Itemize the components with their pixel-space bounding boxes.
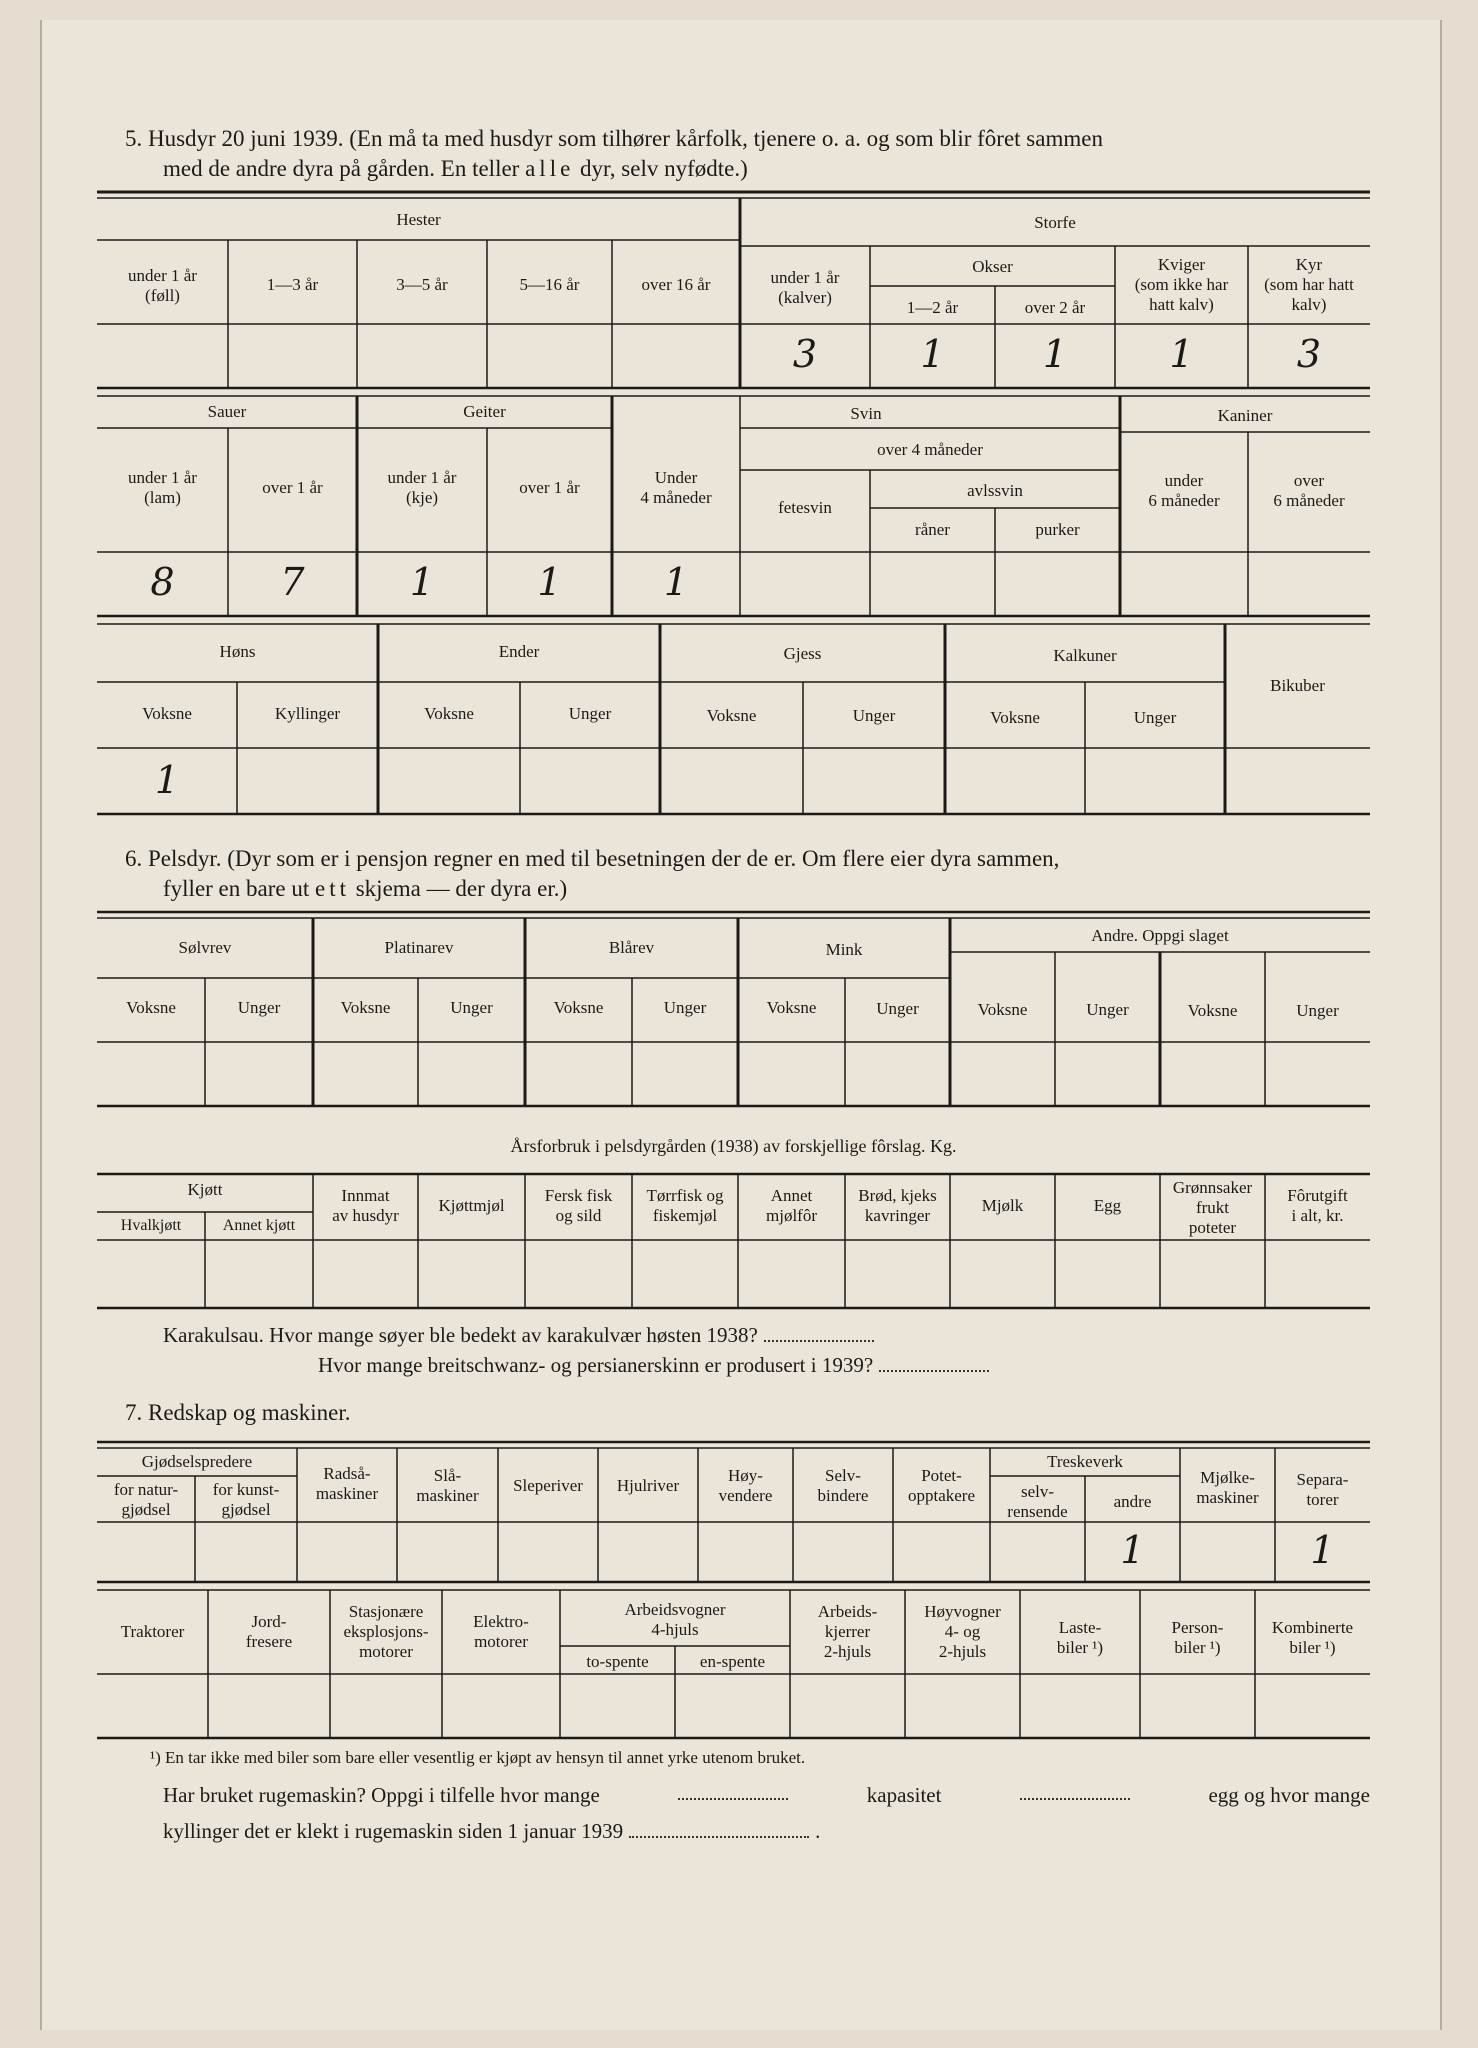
header-geiter: Geiter [463, 402, 506, 421]
col-forutgift: Fôrutgift i alt, kr. [1287, 1186, 1348, 1225]
col-raner: råner [915, 520, 950, 539]
col-selvrensende: selv- rensende [1007, 1482, 1068, 1521]
col-svin-under4: Under 4 måneder [640, 468, 712, 507]
footnote: ¹) En tar ikke med biler som bare eller vesentlig er kjøpt av hensyn til annet yrke utenom bruket. [150, 1748, 806, 1767]
header-gjess: Gjess [783, 644, 822, 663]
col-andre2-unger: Unger [1296, 1001, 1339, 1020]
col-hons-voksne: Voksne [142, 704, 192, 723]
value-okser-1-2[interactable]: 1 [920, 332, 945, 376]
header-bikuber: Bikuber [1270, 676, 1325, 695]
col-potetopptakere: Potet- opptakere [907, 1466, 976, 1505]
col-blarev-voksne: Voksne [553, 998, 604, 1017]
col-lam: under 1 år (lam) [128, 468, 197, 507]
header-gjodselspredere: Gjødselspredere [141, 1452, 253, 1471]
header-platinarev: Platinarev [384, 938, 454, 957]
col-innmat: Innmat av husdyr [332, 1186, 399, 1225]
value-kyr[interactable]: 3 [1296, 332, 1322, 376]
col-annet-mjolfor: Annet mjølfôr [766, 1186, 817, 1225]
header-arbeidsvogner: Arbeidsvogner 4-hjuls [624, 1600, 726, 1639]
col-andre1-unger: Unger [1086, 1000, 1129, 1019]
col-hest-3-5: 3—5 år [396, 275, 448, 294]
col-radsamaskiner: Radså- maskiner [315, 1464, 379, 1503]
value-lam[interactable]: 8 [150, 560, 175, 604]
section-6-heading-line2: fyller en bare ut ett skjema — der dyra er.) [163, 876, 568, 901]
header-blarev: Blårev [608, 938, 655, 957]
col-hest-over16: over 16 år [641, 275, 711, 294]
col-platinarev-unger: Unger [450, 998, 493, 1017]
header-storfe: Storfe [1034, 213, 1076, 232]
col-kalkuner-unger: Unger [1133, 708, 1177, 727]
col-kanin-under6: under 6 måneder [1148, 471, 1220, 510]
col-hest-1-3: 1—3 år [266, 275, 319, 294]
col-kjottmjol: Kjøttmjøl [438, 1196, 505, 1215]
col-annet-kjott: Annet kjøtt [222, 1217, 296, 1234]
rugemaskin-kyllinger: kyllinger det er klekt i rugemaskin siden 1 januar 1939 . [163, 1819, 821, 1843]
value-tresk-andre[interactable]: 1 [1120, 1528, 1145, 1572]
value-kalver[interactable]: 3 [792, 332, 818, 376]
karakul-answer-1[interactable] [764, 1322, 874, 1342]
rugemaskin-antall[interactable] [678, 1780, 788, 1800]
col-kalkuner-voksne: Voksne [990, 708, 1040, 727]
col-hest-5-16: 5—16 år [519, 275, 580, 294]
col-traktorer: Traktorer [120, 1622, 185, 1641]
col-selvbindere: Selv- bindere [817, 1466, 869, 1505]
col-fersk-fisk: Fersk fisk og sild [544, 1186, 613, 1225]
col-lastebiler: Laste- biler ¹) [1056, 1618, 1104, 1657]
col-torrfisk: Tørrfisk og fiskemjøl [646, 1186, 724, 1225]
col-fetesvin: fetesvin [778, 498, 832, 517]
section-5-heading-line1: 5. Husdyr 20 juni 1939. (En må ta med husdyr som tilhører kårfolk, tjenere o. a. og som blir fôret sammen [125, 126, 1103, 151]
col-kje: under 1 år (kje) [387, 468, 457, 507]
col-personbiler: Person- biler ¹) [1171, 1618, 1224, 1657]
col-elektromotorer: Elektro- motorer [473, 1612, 529, 1651]
header-treskeverk: Treskeverk [1047, 1452, 1123, 1471]
header-avlssvin: avlssvin [967, 481, 1023, 500]
col-stasjonaere-motorer: Stasjonære eksplosjons- motorer [343, 1602, 429, 1661]
col-solvrev-voksne: Voksne [126, 998, 176, 1017]
header-kjott: Kjøtt [187, 1180, 223, 1199]
col-hoyvogner: Høyvogner 4- og 2-hjuls [924, 1602, 1001, 1661]
value-kviger[interactable]: 1 [1169, 332, 1194, 376]
col-mjolkemaskiner: Mjølke- maskiner [1196, 1468, 1259, 1507]
col-sleperiver: Sleperiver [513, 1476, 583, 1495]
col-hest-under1: under 1 år (føll) [128, 266, 197, 305]
header-kalkuner: Kalkuner [1053, 646, 1117, 665]
col-blarev-unger: Unger [663, 998, 707, 1017]
value-kje[interactable]: 1 [409, 560, 435, 604]
header-okser: Okser [972, 257, 1013, 276]
col-geit-over1: over 1 år [519, 478, 580, 497]
col-ender-unger: Unger [568, 704, 612, 723]
header-mink: Mink [825, 940, 863, 959]
rugemaskin-kapasitet[interactable] [1020, 1780, 1130, 1800]
header-solvrev: Sølvrev [178, 938, 232, 957]
col-kviger: Kviger (som ikke har hatt kalv) [1134, 255, 1229, 314]
col-okser-1-2: 1—2 år [906, 298, 959, 317]
header-ender: Ender [498, 642, 540, 661]
header-hester: Hester [396, 210, 441, 229]
header-over4mnd: over 4 måneder [877, 440, 983, 459]
col-hjulriver: Hjulriver [616, 1476, 680, 1495]
section-6-heading-line1: 6. Pelsdyr. (Dyr som er i pensjon regner en med til besetningen der de er. Om flere eier dyra sammen, [125, 846, 1060, 871]
section-7-heading: 7. Redskap og maskiner. [125, 1400, 351, 1425]
col-kyllinger: Kyllinger [274, 704, 341, 723]
col-andre1-voksne: Voksne [977, 1000, 1028, 1019]
value-hons-voksne[interactable]: 1 [154, 758, 180, 802]
col-kalver: under 1 år (kalver) [770, 268, 840, 307]
value-okser-over2[interactable]: 1 [1042, 332, 1068, 376]
col-separatorer: Separa- torer [1296, 1470, 1349, 1509]
header-sauer: Sauer [207, 402, 247, 421]
col-egg: Egg [1093, 1196, 1122, 1215]
value-geit-over1[interactable]: 1 [537, 560, 562, 604]
col-okser-over2: over 2 år [1024, 298, 1086, 317]
value-separatorer[interactable]: 1 [1310, 1528, 1335, 1572]
col-ender-voksne: Voksne [424, 704, 474, 723]
col-solvrev-unger: Unger [237, 998, 281, 1017]
col-en-spente: en-spente [699, 1652, 766, 1671]
col-tresk-andre: andre [1113, 1492, 1152, 1511]
col-mink-unger: Unger [876, 999, 919, 1018]
col-brod-kjeks: Brød, kjeks kavringer [858, 1186, 937, 1225]
value-svin-under4[interactable]: 1 [663, 560, 689, 604]
karakul-answer-2[interactable] [879, 1352, 989, 1372]
rugemaskin-question: Har bruket rugemaskin? Oppgi i tilfelle hvor mange kapasitet egg og hvor mange [163, 1780, 1370, 1810]
col-mink-voksne: Voksne [766, 998, 817, 1017]
col-arbeidskjerrer: Arbeids- kjerrer 2-hjuls [817, 1602, 878, 1661]
col-to-spente: to-spente [586, 1652, 649, 1671]
col-kunst-gjodsel: for kunst- gjødsel [212, 1480, 280, 1519]
forbruk-title: Årsforbruk i pelsdyrgården (1938) av forskjellige fôrslag. Kg. [510, 1136, 957, 1156]
header-kaniner: Kaniner [1217, 406, 1273, 425]
col-sau-over1: over 1 år [262, 478, 323, 497]
col-slamaskiner: Slå- maskiner [416, 1466, 479, 1505]
header-hons: Høns [219, 642, 256, 661]
col-jordfresere: Jord- freserе [245, 1612, 293, 1651]
col-gjess-voksne: Voksne [706, 706, 757, 725]
value-sau-over1[interactable]: 7 [280, 560, 305, 604]
col-gjess-unger: Unger [852, 706, 896, 725]
karakul-question-2: Hvor mange breitschwanz- og persianerskinn er produsert i 1939? [318, 1350, 995, 1380]
header-andre-slag: Andre. Oppgi slaget [1091, 926, 1229, 945]
rugemaskin-kyllinger-answer[interactable] [629, 1818, 809, 1838]
section-5-heading-line2: med de andre dyra på gården. En teller alle dyr, selv nyfødte.) [163, 156, 748, 181]
col-platinarev-voksne: Voksne [340, 998, 391, 1017]
col-kombinerte-biler: Kombinerte biler ¹) [1271, 1618, 1354, 1657]
col-gronnsaker: Grønnsaker frukt poteter [1172, 1178, 1253, 1237]
col-andre2-voksne: Voksne [1187, 1001, 1238, 1020]
col-kyr: Kyr (som har hatt kalv) [1264, 255, 1354, 314]
karakul-question-1: Karakulsau. Hvor mange søyer ble bedekt av karakulvær høsten 1938? [163, 1320, 880, 1350]
col-kanin-over6: over 6 måneder [1273, 471, 1345, 510]
col-mjolk: Mjølk [981, 1196, 1024, 1215]
col-natur-gjodsel: for natur- gjødsel [113, 1480, 179, 1519]
header-svin: Svin [850, 404, 882, 423]
col-hoyvendere: Høy- vendere [718, 1466, 773, 1505]
col-purker: purker [1035, 520, 1080, 539]
col-hvalkjott: Hvalkjøtt [120, 1217, 182, 1234]
